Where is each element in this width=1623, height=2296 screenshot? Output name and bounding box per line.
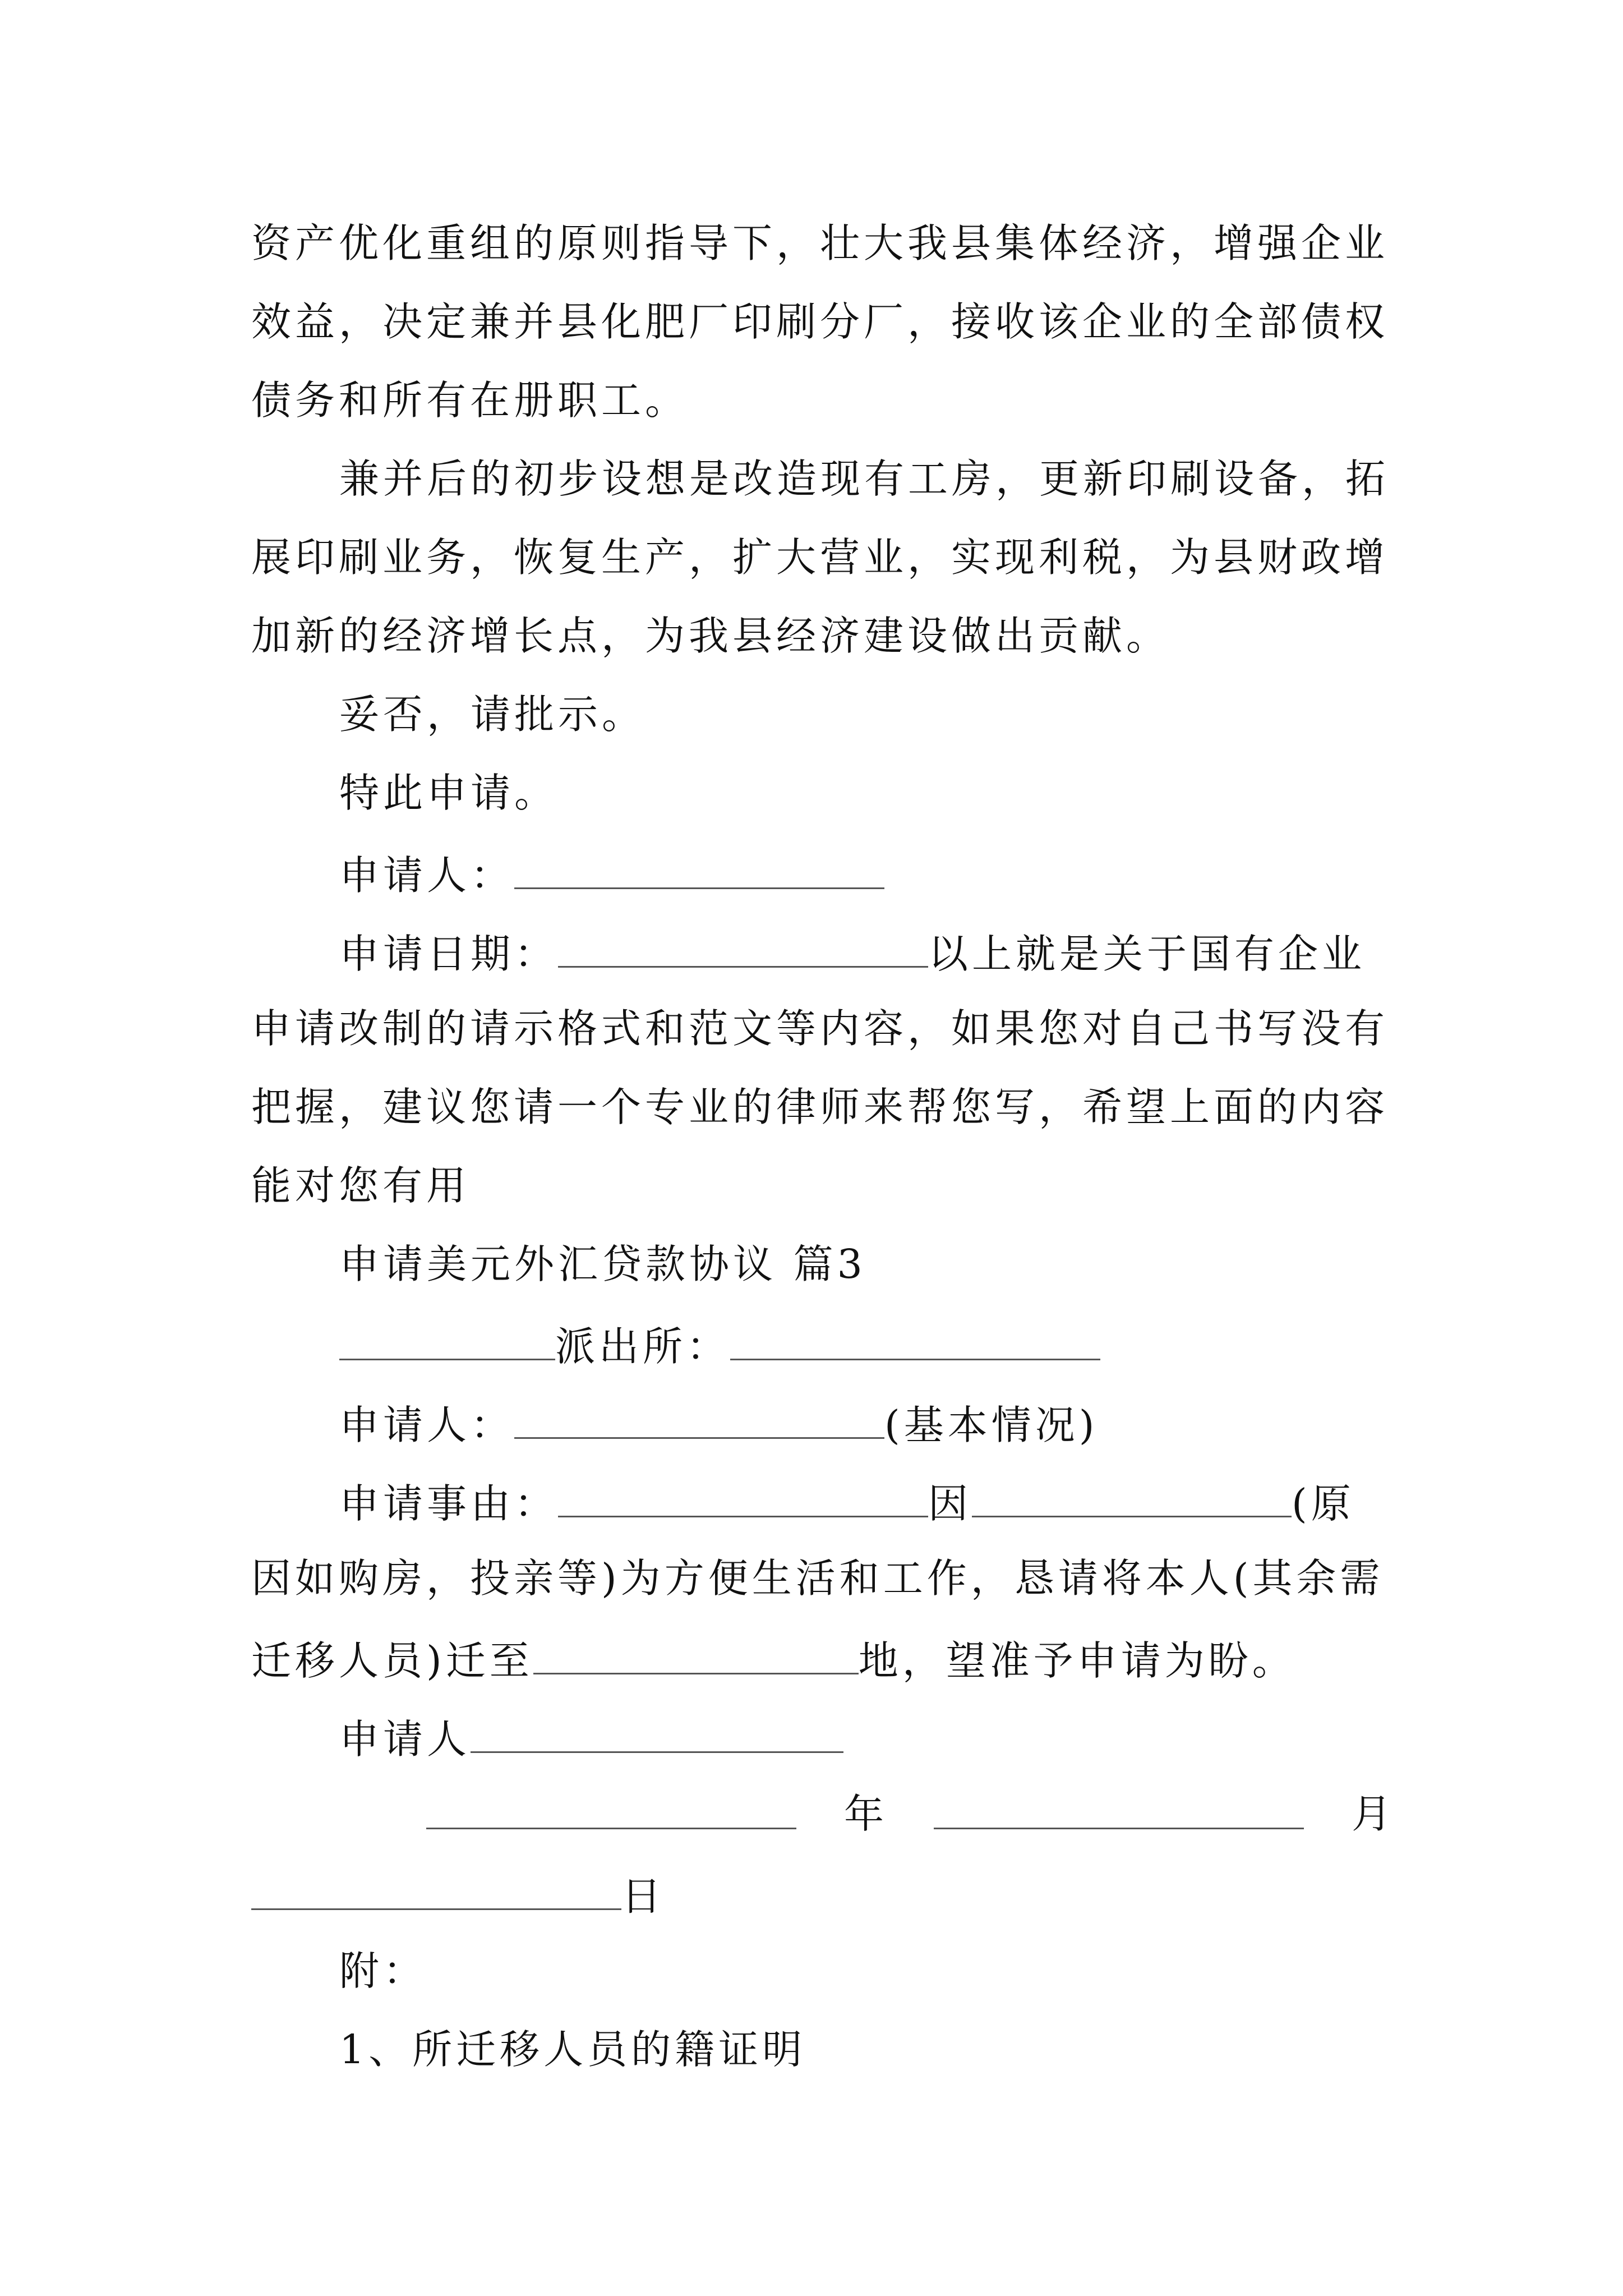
destination-line — [251, 1637, 1296, 1684]
reason-line — [339, 1480, 1355, 1527]
applicant-label: 申请人： — [339, 1401, 515, 1448]
day-label: 日 — [621, 1872, 666, 1920]
attachment-label: 附： — [339, 1948, 427, 1994]
body-line: 展印刷业务，恢复生产，扩大营业，实现利税，为县财政增 — [251, 534, 1389, 581]
date-line — [339, 930, 1366, 977]
body-line: 债务和所有在册职工。 — [251, 377, 689, 424]
cause-blank[interactable] — [972, 1480, 1292, 1517]
police-station-blank[interactable] — [730, 1323, 1100, 1360]
body-line: 妥否，请批示。 — [339, 691, 646, 738]
applicant-line — [339, 852, 884, 899]
body-text: 以上就是关于国有企业 — [928, 930, 1366, 977]
applicant-line — [339, 1401, 1099, 1448]
year-label: 年 — [844, 1791, 888, 1837]
body-text: 地，望准予申请为盼。 — [858, 1637, 1296, 1684]
basic-info-note: (基本情况) — [884, 1401, 1099, 1448]
body-line: 加新的经济增长点，为我县经济建设做出贡献。 — [251, 613, 1170, 659]
body-line: 因如购房，投亲等)为方便生活和工作，恳请将本人(其余需 — [251, 1555, 1384, 1602]
year-blank[interactable] — [426, 1795, 796, 1829]
applicant-blank[interactable] — [514, 852, 884, 889]
body-line: 效益，决定兼并县化肥厂印刷分厂，接收该企业的全部债权 — [251, 298, 1389, 345]
applicant-signature-line — [339, 1715, 843, 1763]
day-line — [251, 1872, 666, 1920]
applicant-label: 申请人： — [339, 852, 515, 899]
applicant-label: 申请人 — [339, 1715, 471, 1763]
body-text: 迁移人员)迁至 — [251, 1637, 533, 1684]
day-blank[interactable] — [251, 1872, 621, 1910]
destination-blank[interactable] — [533, 1637, 859, 1674]
attachment-item: 1、所迁移人员的籍证明 — [339, 2026, 806, 2073]
police-station-line — [339, 1323, 1100, 1370]
reason-text: 因 — [928, 1480, 972, 1527]
body-line: 特此申请。 — [339, 770, 559, 816]
body-line: 把握，建议您请一个专业的律师来帮您写，希望上面的内容 — [251, 1084, 1389, 1130]
month-blank[interactable] — [934, 1795, 1304, 1829]
reason-label: 申请事由： — [339, 1480, 559, 1527]
body-line: 兼并后的初步设想是改造现有工房，更新印刷设备，拓 — [339, 455, 1390, 502]
police-station-name-blank[interactable] — [339, 1323, 555, 1360]
body-line: 能对您有用 — [251, 1162, 471, 1209]
date-blank[interactable] — [558, 930, 928, 968]
police-station-label: 派出所： — [555, 1323, 731, 1370]
date-label: 申请日期： — [339, 930, 559, 977]
applicant-signature-blank[interactable] — [471, 1715, 843, 1753]
reason-blank[interactable] — [558, 1480, 928, 1517]
section-title: 申请美元外汇贷款协议 篇3 — [339, 1241, 866, 1287]
reason-text: (原 — [1292, 1480, 1355, 1527]
body-line: 资产优化重组的原则指导下，壮大我县集体经济，增强企业 — [251, 220, 1389, 266]
body-line: 申请改制的请示格式和范文等内容，如果您对自己书写没有 — [251, 1005, 1389, 1052]
applicant-blank[interactable] — [514, 1401, 884, 1439]
month-label: 月 — [1352, 1791, 1396, 1837]
